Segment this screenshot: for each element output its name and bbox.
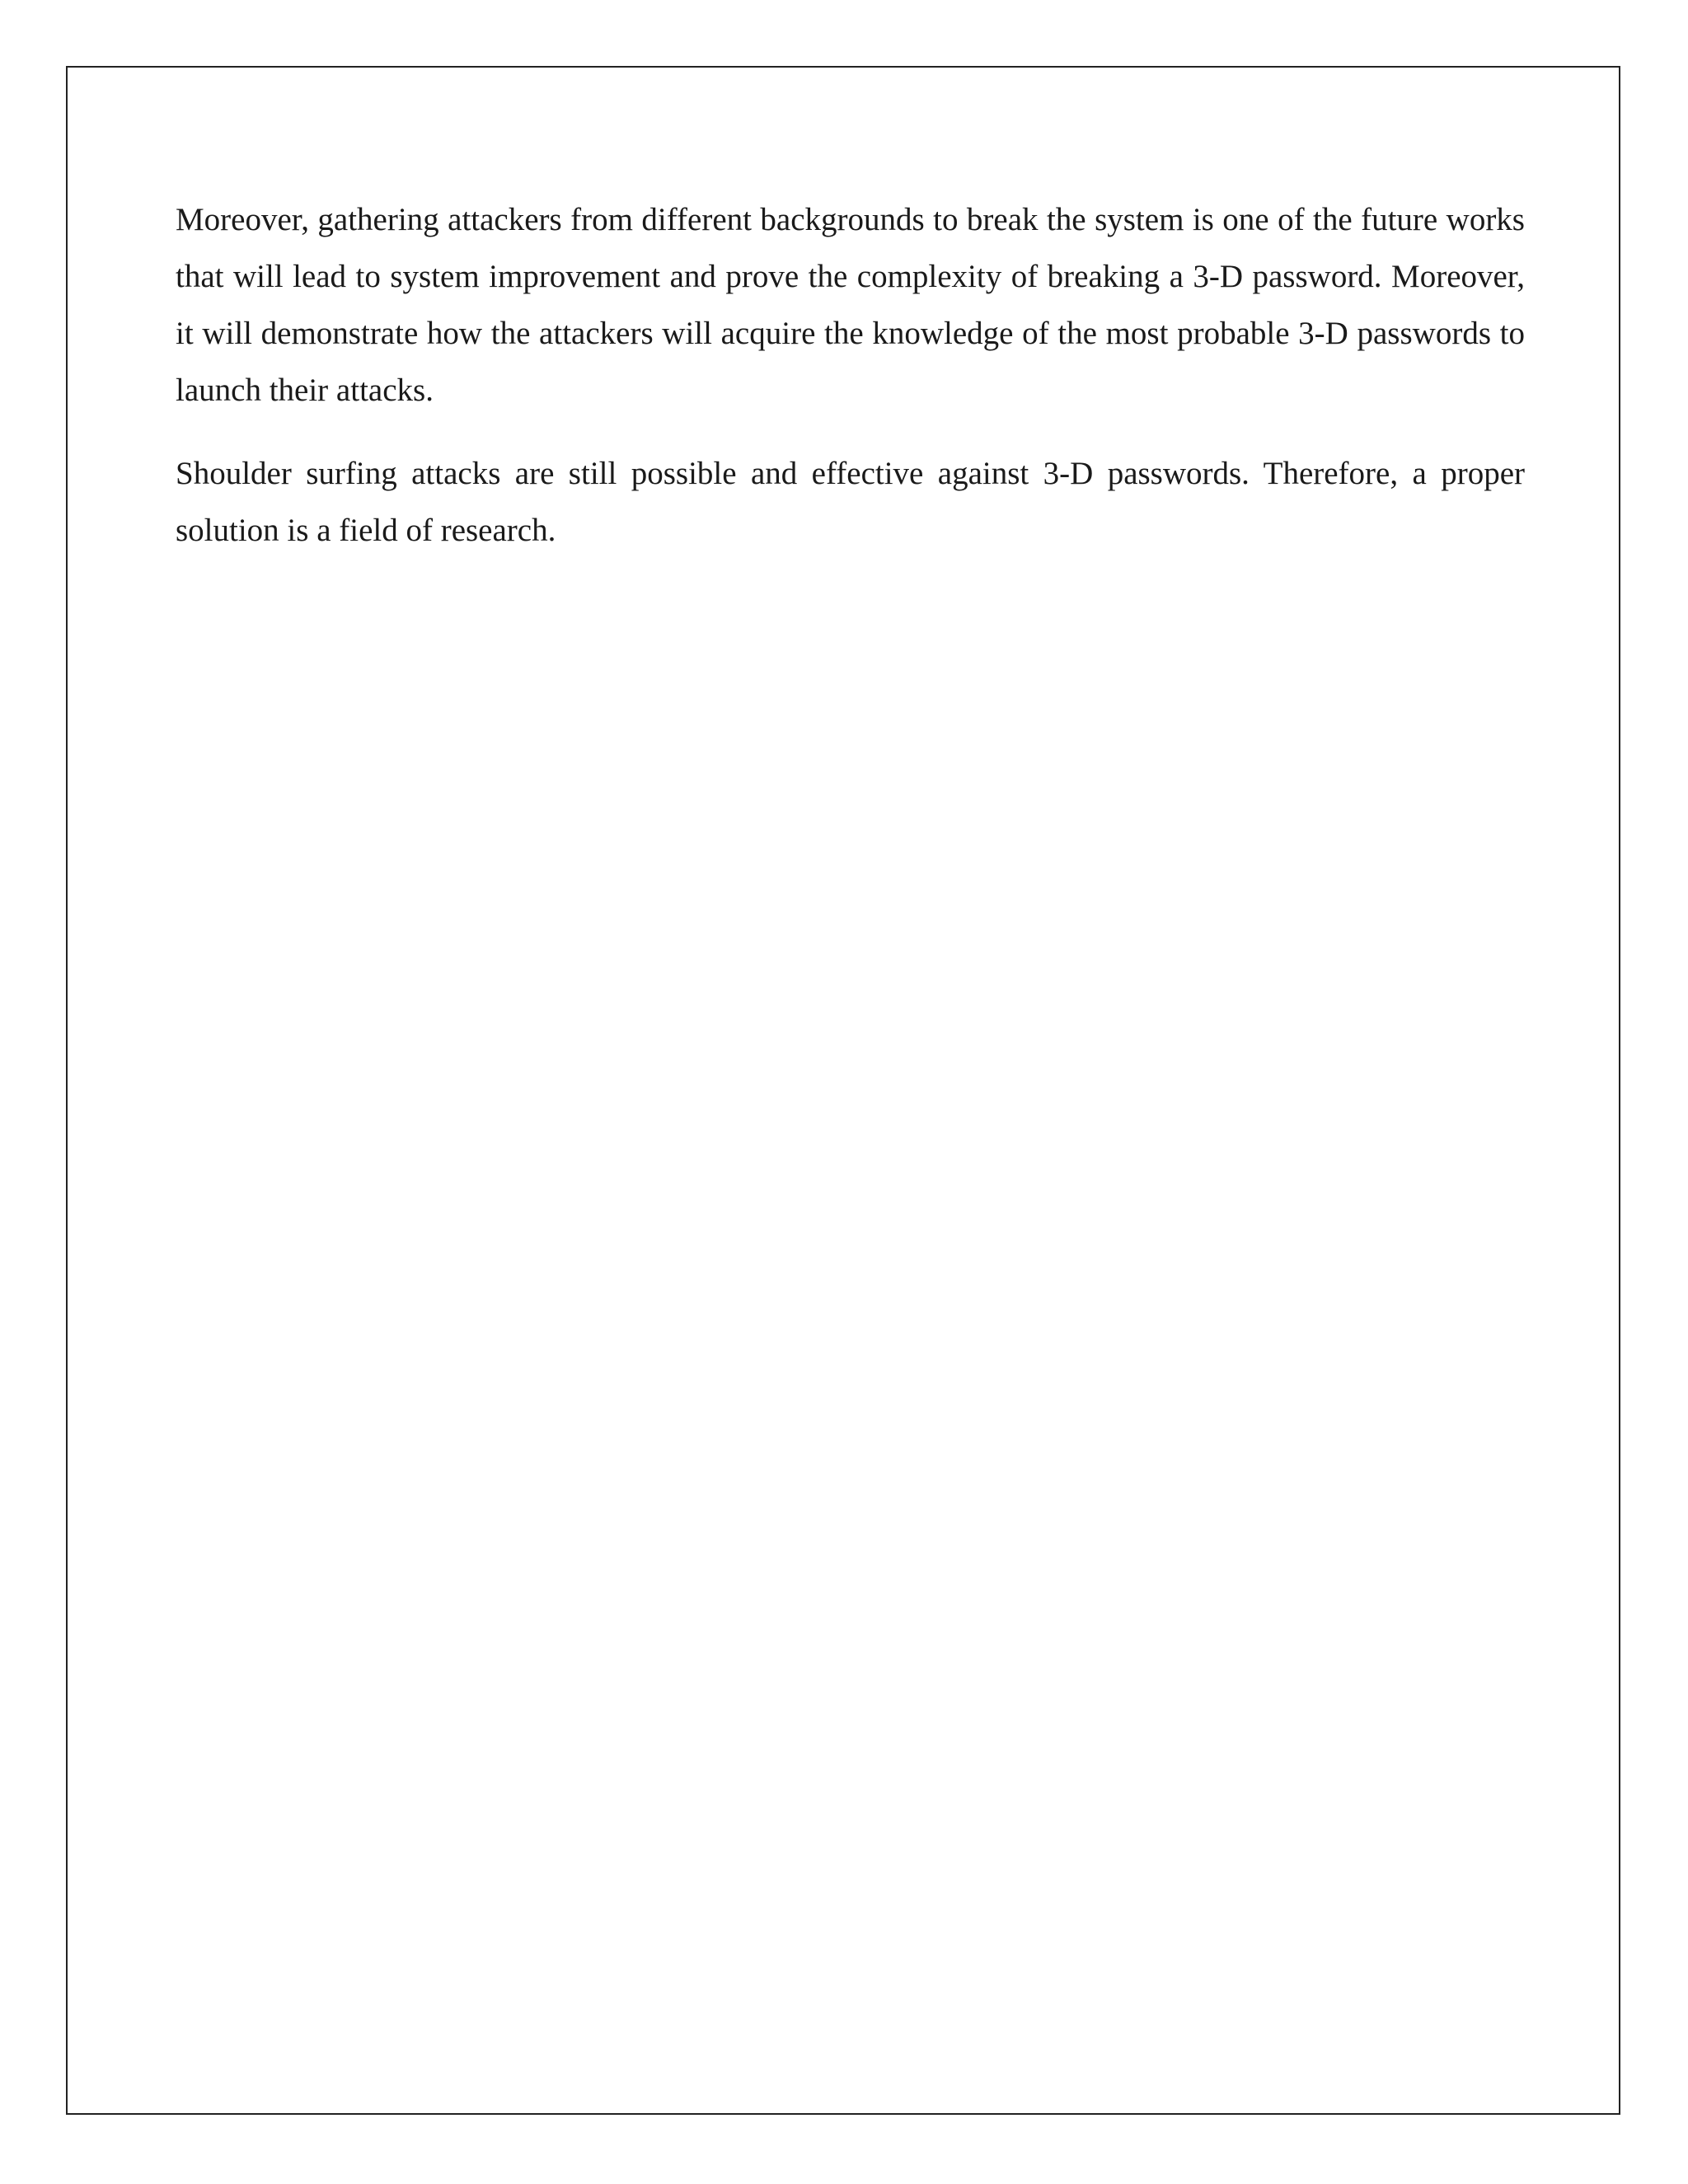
paragraph-future-work: Moreover, gathering attackers from different backgrounds to break the system is one of the future works that will lead to system improvement and prove the complexity of breaking a 3-D password. Moreover, it will demonstrate how the attackers will acquire the knowledge of the most probable 3-D passwords to launch their attacks. — [176, 202, 1525, 408]
paragraph-shoulder-surfing: Shoulder surfing attacks are still possible and effective against 3-D passwords. Therefore, a proper solution is a field of research. — [176, 456, 1525, 548]
document-body — [176, 191, 1525, 585]
